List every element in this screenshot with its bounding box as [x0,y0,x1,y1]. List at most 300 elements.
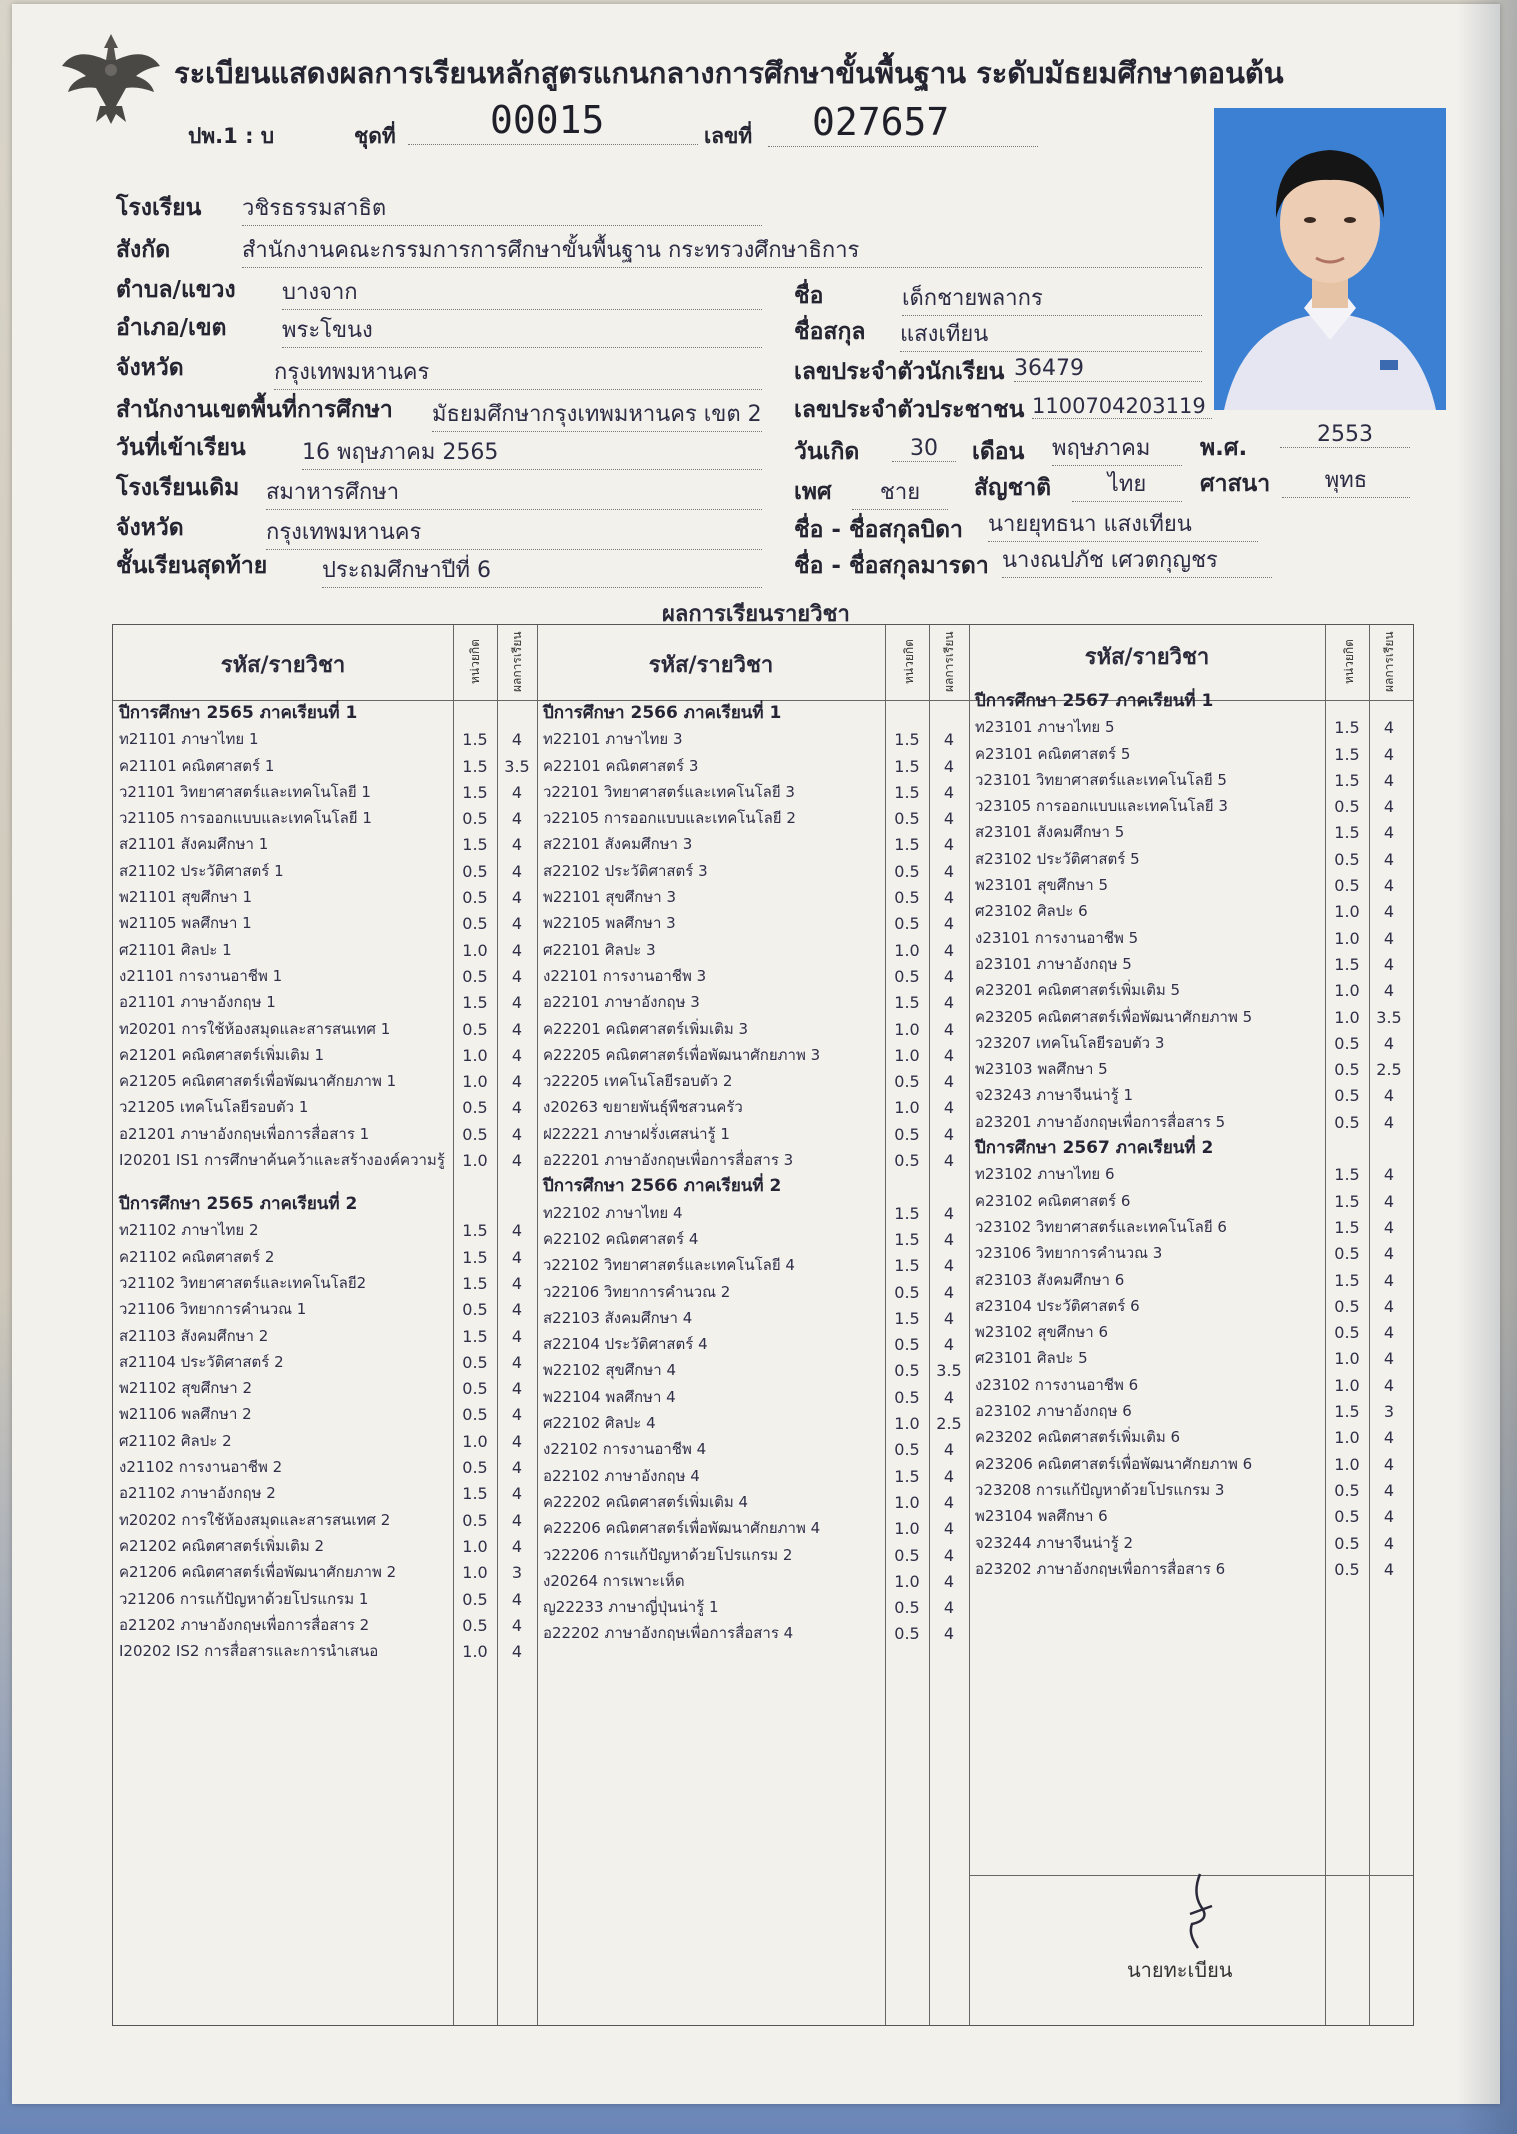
grade-value: 4 [1383,1112,1395,1132]
credit-value: 1.5 [462,1484,488,1504]
grade-value: 4 [511,1072,523,1092]
subject-name: อ22202 ภาษาอังกฤษเพื่อการสื่อสาร 4 [543,1624,794,1643]
term-label: ปีการศึกษา 2567 ภาคเรียนที่ 2 [975,1138,1214,1159]
subject-name: อ22101 ภาษาอังกฤษ 3 [543,993,700,1012]
credit-value: 0.5 [894,1598,920,1618]
grade-value: 2.5 [1376,1060,1402,1080]
subject-row [113,1073,537,1099]
subject-header: รหัส/รายวิชา [1084,645,1210,670]
subject-row [113,1301,537,1327]
term-heading [537,1178,969,1204]
previous-school-label: โรงเรียนเดิม [116,475,240,501]
subject-row [113,1152,537,1196]
grade-header: ผลการเรียน [942,631,956,693]
term-heading [113,705,537,731]
credit-value: 1.0 [462,1072,488,1092]
subject-name: ว22102 วิทยาศาสตร์และเทคโนโลยี 4 [543,1256,795,1275]
credit-value: 1.5 [894,756,920,776]
grade-value: 4 [511,966,523,986]
birth-year-label: พ.ศ. [1200,435,1248,461]
subject-row [969,1535,1409,1561]
grade-value: 4 [943,835,955,855]
grade-value: 4 [1383,1454,1395,1474]
term-label: ปีการศึกษา 2567 ภาคเรียนที่ 1 [975,691,1214,711]
subject-name: พ22105 พลศึกษา 3 [543,914,676,933]
subject-row [969,1377,1409,1403]
grade-value: 4 [943,940,955,960]
grade-value: 4 [943,1335,955,1355]
grade-value: 4 [511,1589,523,1609]
subject-row [537,1625,969,1651]
credit-value: 0.5 [462,1352,488,1372]
grade-value: 4 [1383,718,1395,738]
grade-value: 4 [943,1308,955,1328]
subject-name: ค22102 คณิตศาสตร์ 4 [543,1229,699,1248]
subject-name: ง20264 การเพาะเห็ด [543,1571,685,1590]
grade-value: 4 [943,1124,955,1144]
subject-row [537,1126,969,1152]
subject-row [113,731,537,757]
subject-row [969,1403,1409,1429]
subject-row [113,1047,537,1073]
subject-name: ว22105 การออกแบบและเทคโนโลยี 2 [543,809,796,828]
subject-name: ง22101 การงานอาชีพ 3 [543,966,707,985]
credit-value: 0.5 [894,1282,920,1302]
subject-row [113,1617,537,1643]
grades-table-title: ผลการเรียนรายวิชา [662,602,850,627]
subject-name: ฝ22221 ภาษาฝรั่งเศสน่ารู้ 1 [543,1124,730,1143]
subject-name: ว23207 เทคโนโลยีรอบตัว 3 [975,1033,1165,1052]
subject-name: ค22201 คณิตศาสตร์เพิ่มเติม 3 [543,1019,749,1038]
subject-name: พ22104 พลศึกษา 4 [543,1387,676,1406]
subject-name: ค22206 คณิตศาสตร์เพื่อพัฒนาศักยภาพ 4 [543,1519,821,1538]
credit-value: 1.0 [462,1045,488,1065]
grade-value: 4 [943,993,955,1013]
entry-date: 16 พฤษภาคม 2565 [302,434,762,470]
grade-value: 4 [1383,1033,1395,1053]
credit-value: 1.0 [462,940,488,960]
grade-value: 4 [943,1466,955,1486]
subject-name: ส22103 สังคมศึกษา 4 [543,1308,693,1327]
nationality-label: สัญชาติ [974,475,1052,501]
subject-row [969,1508,1409,1534]
grade-value: 4 [943,1072,955,1092]
credit-value: 0.5 [894,1624,920,1644]
subject-name: ว21205 เทคโนโลยีรอบตัว 1 [119,1098,309,1117]
subject-name: ว22205 เทคโนโลยีรอบตัว 2 [543,1072,733,1091]
set-underline [408,144,698,145]
credit-value: 1.5 [894,782,920,802]
subject-row [113,1249,537,1275]
subject-name: ค22101 คณิตศาสตร์ 3 [543,756,699,775]
subject-name: อ22201 ภาษาอังกฤษเพื่อการสื่อสาร 3 [543,1151,794,1170]
credit-header: หน่วยกิต [902,639,916,685]
credit-value: 1.0 [462,1151,488,1171]
area-label: สำนักงานเขตพื้นที่การศึกษา [116,397,393,423]
grades-column-3 [969,693,1409,1587]
grade-value: 4 [943,1387,955,1407]
subject-row [969,1350,1409,1376]
grade-value: 4 [511,940,523,960]
grade-value: 4 [1383,1559,1395,1579]
subject-row [969,903,1409,929]
subject-row [113,784,537,810]
student-surname: แสงเทียน [900,316,1202,352]
subject-name: ว21206 การแก้ปัญหาด้วยโปรแกรม 1 [119,1589,369,1608]
citizen-id-label: เลขประจำตัวประชาชน [794,397,1025,423]
grade-value: 4 [943,1598,955,1618]
grade-value: 3.5 [936,1361,962,1381]
credit-value: 0.5 [1334,1296,1360,1316]
grade-value: 4 [1383,902,1395,922]
subject-name: พ23104 พลศึกษา 6 [975,1507,1108,1526]
subject-row [537,784,969,810]
subject-name: ศ23102 ศิลปะ 6 [975,902,1088,921]
credit-value: 0.5 [894,914,920,934]
subject-row [969,798,1409,824]
grade-value: 4 [1383,744,1395,764]
credit-value: 1.5 [462,1247,488,1267]
credit-value: 0.5 [1334,1244,1360,1264]
grades-table [112,624,1414,2026]
credit-value: 1.0 [894,1098,920,1118]
credit-value: 0.5 [462,888,488,908]
grade-value: 4 [511,730,523,750]
grade-value: 4 [1383,823,1395,843]
credit-value: 0.5 [462,1405,488,1425]
subject-name: ง21102 การงานอาชีพ 2 [119,1458,283,1477]
subject-row [113,915,537,941]
subject-row [537,1310,969,1336]
credit-value: 1.5 [894,993,920,1013]
student-photo [1214,108,1446,410]
credit-value: 1.5 [1334,1270,1360,1290]
credit-header: หน่วยกิต [1342,639,1356,685]
subject-header: รหัส/รายวิชา [220,653,346,678]
grade-value: 4 [511,835,523,855]
surname-label: ชื่อสกุล [794,319,866,345]
credit-value: 1.5 [1334,770,1360,790]
subject-row [537,758,969,784]
subject-name: พ21106 พลศึกษา 2 [119,1405,252,1424]
subject-row [969,1193,1409,1219]
grade-value: 4 [1383,1507,1395,1527]
subject-name: ท23102 ภาษาไทย 6 [975,1165,1115,1184]
district: พระโขนง [282,312,762,348]
grade-value: 4 [943,914,955,934]
subject-name: อ23201 ภาษาอังกฤษเพื่อการสื่อสาร 5 [975,1112,1226,1131]
birth-month: พฤษภาคม [1052,430,1182,466]
subject-row [969,1298,1409,1324]
credit-value: 0.5 [1334,797,1360,817]
credit-value: 1.5 [462,1326,488,1346]
grade-value: 4 [1383,1480,1395,1500]
subject-name: อ21101 ภาษาอังกฤษ 1 [119,993,276,1012]
grade-value: 4 [1383,928,1395,948]
subject-row [969,1035,1409,1061]
father-label: ชื่อ - ชื่อสกุลบิดา [794,517,963,543]
grades-column-1 [113,705,537,1669]
grade-value: 4 [943,888,955,908]
citizen-id: 1100704203119 [1032,394,1212,419]
subject-name: ท23101 ภาษาไทย 5 [975,718,1115,737]
subject-name: ส22102 ประวัติศาสตร์ 3 [543,861,708,880]
credit-value: 0.5 [894,1124,920,1144]
credit-value: 0.5 [894,861,920,881]
grade-value: 4 [511,1124,523,1144]
credit-value: 1.5 [462,1221,488,1241]
credit-value: 0.5 [1334,1112,1360,1132]
subject-row [537,1547,969,1573]
subject-name: ท21101 ภาษาไทย 1 [119,730,259,749]
set-number: 00015 [490,98,605,142]
grade-value: 4 [1383,1375,1395,1395]
credit-value: 0.5 [462,1510,488,1530]
previous-school: สมาหารศึกษา [266,474,762,510]
subject-row [537,1099,969,1125]
subject-name: พ22101 สุขศึกษา 3 [543,888,677,907]
subject-name: ศ22102 ศิลปะ 4 [543,1414,656,1433]
credit-value: 1.5 [462,1273,488,1293]
subject-row [113,1328,537,1354]
subject-name: ว23102 วิทยาศาสตร์และเทคโนโลยี 6 [975,1217,1227,1236]
entry-date-label: วันที่เข้าเรียน [116,435,246,461]
grade-value: 4 [943,1151,955,1171]
subject-name: ส23102 ประวัติศาสตร์ 5 [975,849,1140,868]
registrar-signature [1162,1864,1232,1954]
credit-value: 1.0 [462,1563,488,1583]
birth-day: 30 [892,436,956,462]
subject-row [969,1087,1409,1113]
subject-row [969,1482,1409,1508]
grade-value: 4 [943,1019,955,1039]
subject-name: พ21101 สุขศึกษา 1 [119,888,253,907]
credit-value: 0.5 [1334,1323,1360,1343]
subject-row [537,1284,969,1310]
subject-name: ศ22101 ศิลปะ 3 [543,940,656,959]
credit-value: 1.5 [462,835,488,855]
subject-name: ง23101 การงานอาชีพ 5 [975,928,1139,947]
subject-row [113,836,537,862]
subject-row [113,968,537,994]
grade-value: 4 [511,861,523,881]
subject-name: ง23102 การงานอาชีพ 6 [975,1375,1139,1394]
school-name: วชิรธรรมสาธิต [242,190,762,226]
subject-name: I20202 IS2 การสื่อสารและการนำเสนอ [119,1642,379,1661]
subject-row [969,982,1409,1008]
subject-row [969,1456,1409,1482]
last-grade-label: ชั้นเรียนสุดท้าย [116,553,268,579]
subject-name: อ22102 ภาษาอังกฤษ 4 [543,1466,700,1485]
registrar-label: นายทะเบียน [1127,1958,1233,1982]
subject-name: อ21202 ภาษาอังกฤษเพื่อการสื่อสาร 2 [119,1615,370,1634]
document-title: ระเบียนแสดงผลการเรียนหลักสูตรแกนกลางการศึกษาขั้นพื้นฐาน ระดับมัธยมศึกษาตอนต้น [174,56,1284,90]
credit-value: 1.0 [894,1492,920,1512]
credit-value: 1.5 [1334,1165,1360,1185]
subject-row [537,836,969,862]
subject-row [537,1021,969,1047]
grade-value: 4 [943,809,955,829]
grade-value: 4 [511,1151,523,1171]
transcript-page [12,4,1500,2104]
subject-row [537,1047,969,1073]
subject-row [537,915,969,941]
credit-value: 0.5 [1334,876,1360,896]
subject-row [537,1152,969,1178]
credit-value: 1.5 [894,730,920,750]
grade-value: 4 [943,1492,955,1512]
credit-value: 0.5 [894,1387,920,1407]
subject-row [537,1573,969,1599]
previous-province: กรุงเทพมหานคร [266,514,762,550]
term-label: ปีการศึกษา 2565 ภาคเรียนที่ 2 [119,1194,358,1215]
credit-value: 0.5 [1334,1559,1360,1579]
grade-value: 4 [943,1229,955,1249]
grade-header: ผลการเรียน [1382,631,1396,693]
subject-row [537,1415,969,1441]
grades-column-2 [537,705,969,1652]
subject-name: ว21101 วิทยาศาสตร์และเทคโนโลยี 1 [119,782,371,801]
credit-value: 0.5 [1334,1480,1360,1500]
term-label: ปีการศึกษา 2566 ภาคเรียนที่ 2 [543,1176,782,1197]
subject-row [537,1073,969,1099]
credit-value: 1.0 [1334,1428,1360,1448]
subject-name: ว23101 วิทยาศาสตร์และเทคโนโลยี 5 [975,770,1227,789]
subject-name: I20201 IS1 การศึกษาค้นคว้าและสร้างองค์ความรู้ [119,1151,445,1170]
credit-value: 0.5 [462,1019,488,1039]
subject-name: ท20202 การใช้ห้องสมุดและสารสนเทศ 2 [119,1510,391,1529]
grade-value: 4 [943,1203,955,1223]
subject-row [969,1219,1409,1245]
subject-row [537,1205,969,1231]
subject-row [113,1406,537,1432]
subject-name: ว22206 การแก้ปัญหาด้วยโปรแกรม 2 [543,1545,793,1564]
grade-value: 4 [1383,1086,1395,1106]
education-area: มัธยมศึกษากรุงเทพมหานคร เขต 2 [432,396,762,432]
term-label: ปีการศึกษา 2565 ภาคเรียนที่ 1 [119,703,358,723]
grade-value: 4 [511,1019,523,1039]
sex-label: เพศ [794,479,832,505]
grade-value: 4 [943,1256,955,1276]
grade-value: 4 [1383,770,1395,790]
credit-value: 0.5 [1334,1533,1360,1553]
credit-value: 0.5 [894,1335,920,1355]
grade-value: 4 [943,1440,955,1460]
subject-name: ค23205 คณิตศาสตร์เพื่อพัฒนาศักยภาพ 5 [975,1007,1253,1026]
grade-value: 4 [511,993,523,1013]
credit-value: 0.5 [1334,1033,1360,1053]
subject-name: พ21102 สุขศึกษา 2 [119,1379,253,1398]
subject-name: ค21201 คณิตศาสตร์เพิ่มเติม 1 [119,1045,325,1064]
grade-value: 4 [511,1615,523,1635]
grade-value: 4 [943,782,955,802]
grade-value: 4 [511,914,523,934]
credit-value: 0.5 [462,809,488,829]
subject-name: ว22106 วิทยาการคำนวณ 2 [543,1282,731,1301]
subject-name: ส22101 สังคมศึกษา 3 [543,835,693,854]
last-grade: ประถมศึกษาปีที่ 6 [322,552,762,588]
subject-name: ว22101 วิทยาศาสตร์และเทคโนโลยี 3 [543,782,795,801]
subject-row [113,810,537,836]
subject-row [969,746,1409,772]
document-number: 027657 [812,100,950,144]
subject-name: จ23243 ภาษาจีนน่ารู้ 1 [975,1086,1133,1105]
credit-value: 0.5 [462,1458,488,1478]
subject-name: ค23206 คณิตศาสตร์เพื่อพัฒนาศักยภาพ 6 [975,1454,1253,1473]
credit-value: 1.5 [894,835,920,855]
grade-value: 4 [511,1642,523,1662]
subject-name: ศ23101 ศิลปะ 5 [975,1349,1088,1368]
previous-province-label: จังหวัด [116,515,184,541]
subject-row [113,1564,537,1590]
subject-name: พ21105 พลศึกษา 1 [119,914,252,933]
credit-value: 1.0 [894,1045,920,1065]
credit-value: 1.0 [1334,1007,1360,1027]
subject-row [113,1354,537,1380]
subject-name: ว23106 วิทยาการคำนวณ 3 [975,1244,1163,1263]
credit-value: 1.0 [894,1019,920,1039]
grade-value: 4 [511,1536,523,1556]
subject-row [969,1166,1409,1192]
subject-row [969,930,1409,956]
credit-value: 1.5 [1334,954,1360,974]
subject-name: ง21101 การงานอาชีพ 1 [119,966,283,985]
subject-name: ส21104 ประวัติศาสตร์ 2 [119,1352,284,1371]
grade-value: 2.5 [936,1414,962,1434]
subject-name: พ23101 สุขศึกษา 5 [975,876,1109,895]
subject-row [969,824,1409,850]
subject-name: อ23202 ภาษาอังกฤษเพื่อการสื่อสาร 6 [975,1559,1226,1578]
credit-value: 0.5 [462,1124,488,1144]
subject-name: ค22205 คณิตศาสตร์เพื่อพัฒนาศักยภาพ 3 [543,1045,821,1064]
subject-row [537,1468,969,1494]
student-id-label: เลขประจำตัวนักเรียน [794,359,1005,385]
subject-row [113,1380,537,1406]
grade-value: 4 [1383,876,1395,896]
subject-row [537,942,969,968]
term-heading [969,1140,1409,1166]
term-heading [969,693,1409,719]
subject-name: ค21101 คณิตศาสตร์ 1 [119,756,275,775]
subject-row [969,772,1409,798]
province-label: จังหวัด [116,355,184,381]
subject-name: ท22101 ภาษาไทย 3 [543,730,683,749]
subject-row [113,942,537,968]
subject-name: ว21106 วิทยาการคำนวณ 1 [119,1300,307,1319]
subject-row [537,810,969,836]
nationality: ไทย [1072,466,1182,502]
credit-value: 0.5 [1334,849,1360,869]
subject-row [969,1324,1409,1350]
grade-value: 4 [511,1300,523,1320]
grade-value: 4 [1383,1323,1395,1343]
grade-value: 4 [1383,954,1395,974]
grade-value: 4 [943,730,955,750]
subject-row [113,1021,537,1047]
subject-row [537,889,969,915]
subject-name: ค23102 คณิตศาสตร์ 6 [975,1191,1131,1210]
credit-value: 0.5 [894,809,920,829]
subject-name: ค22202 คณิตศาสตร์เพิ่มเติม 4 [543,1492,749,1511]
subdistrict-label: ตำบล/แขวง [116,277,236,303]
subject-name: ส23101 สังคมศึกษา 5 [975,823,1125,842]
subject-name: ค23202 คณิตศาสตร์เพิ่มเติม 6 [975,1428,1181,1447]
subject-name: ส23104 ประวัติศาสตร์ 6 [975,1296,1140,1315]
number-underline [768,146,1038,147]
number-label: เลขที่ [704,124,753,148]
subject-name: อ23101 ภาษาอังกฤษ 5 [975,954,1132,973]
credit-value: 1.5 [1334,718,1360,738]
